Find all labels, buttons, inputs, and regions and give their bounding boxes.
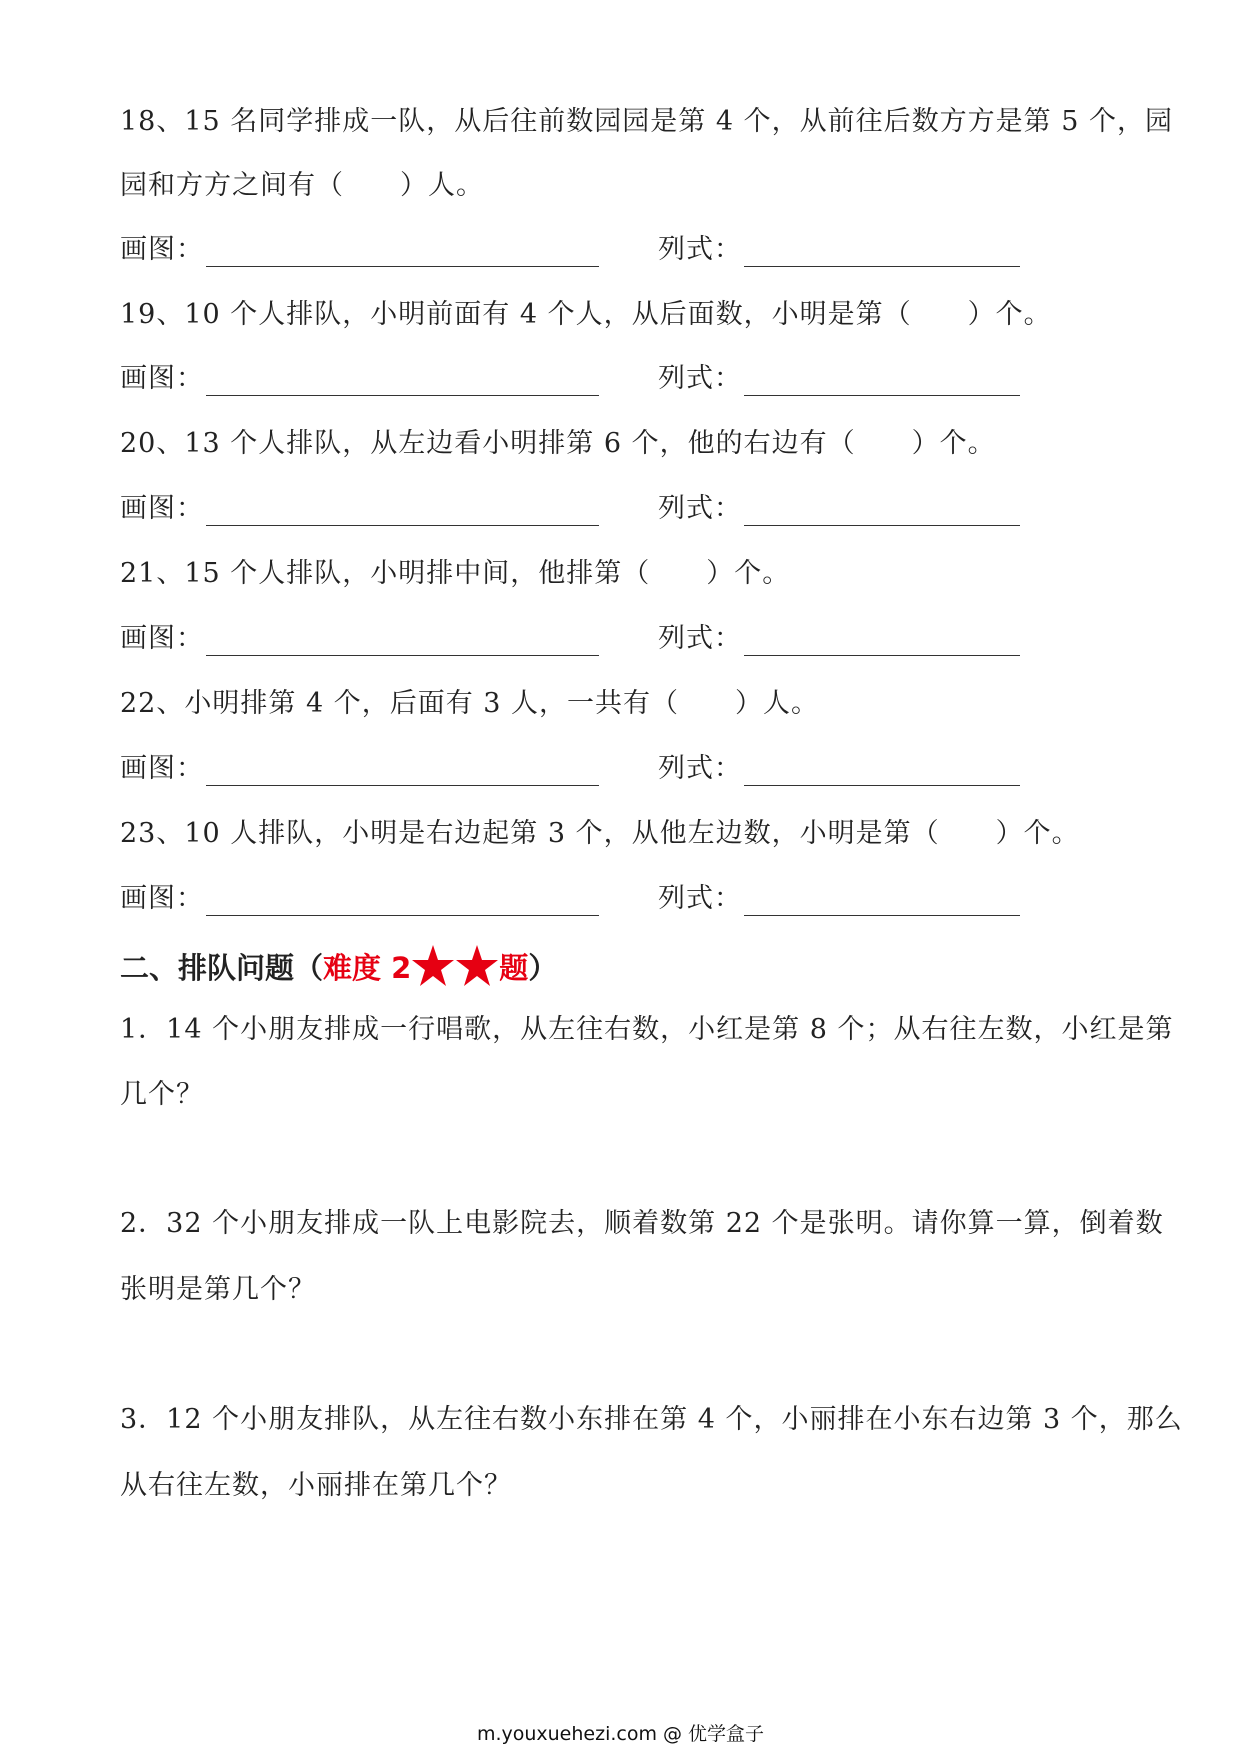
difficulty-label: 难度 2 [323, 951, 412, 985]
draw-label: 画图： [120, 363, 204, 394]
section-title-prefix: 二、排队问题（ [120, 951, 324, 985]
star-icon [411, 944, 455, 988]
formula-label: 列式： [658, 753, 742, 784]
draw-label: 画图： [120, 234, 204, 265]
draw-answer-line[interactable] [206, 395, 599, 396]
question-21-line-1: 21、15 个人排队，小明排中间，他排第（ ）个。 [120, 558, 791, 589]
problem-1-line-1: 1．14 个小朋友排成一行唱歌，从左往右数，小红是第 8 个；从右往左数，小红是第 [120, 1014, 1174, 1045]
draw-label: 画图： [120, 883, 204, 914]
question-18-line-1: 18、15 名同学排成一队，从后往前数园园是第 4 个，从前往后数方方是第 5 个，园 [120, 106, 1173, 137]
footer-watermark: m.youxuehezi.com @ 优学盒子 [476, 1723, 765, 1745]
draw-answer-line[interactable] [206, 525, 599, 526]
question-18-work-row [120, 230, 1120, 270]
formula-answer-line[interactable] [744, 655, 1020, 656]
question-20-work-row [120, 489, 1120, 529]
section-title-suffix: 题 [499, 951, 529, 985]
draw-answer-line[interactable] [206, 655, 599, 656]
section-title-close: ） [528, 951, 558, 985]
formula-answer-line[interactable] [744, 266, 1020, 267]
draw-answer-line[interactable] [206, 266, 599, 267]
section-heading [120, 944, 557, 990]
draw-answer-line[interactable] [206, 915, 599, 916]
formula-answer-line[interactable] [744, 915, 1020, 916]
formula-label: 列式： [658, 234, 742, 265]
problem-3-line-1: 3．12 个小朋友排队，从左往右数小东排在第 4 个，小丽排在小东右边第 3 个，那么 [120, 1404, 1183, 1435]
formula-label: 列式： [658, 493, 742, 524]
question-20-line-1: 20、13 个人排队，从左边看小明排第 6 个，他的右边有（ ）个。 [120, 428, 996, 459]
question-21-work-row [120, 619, 1120, 659]
problem-2-line-1: 2．32 个小朋友排成一队上电影院去，顺着数第 22 个是张明。请你算一算，倒着数 [120, 1208, 1164, 1239]
formula-answer-line[interactable] [744, 785, 1020, 786]
problem-2-line-2: 张明是第几个？ [120, 1274, 316, 1305]
question-19-work-row [120, 359, 1120, 399]
question-23-work-row [120, 879, 1120, 919]
draw-label: 画图： [120, 493, 204, 524]
question-18-line-2: 园和方方之间有（ ）人。 [120, 170, 484, 201]
problem-1-line-2: 几个？ [120, 1079, 204, 1110]
formula-label: 列式： [658, 883, 742, 914]
question-22-work-row [120, 749, 1120, 789]
problem-3-line-2: 从右往左数，小丽排在第几个？ [120, 1470, 512, 1501]
question-22-line-1: 22、小明排第 4 个，后面有 3 人，一共有（ ）人。 [120, 688, 820, 719]
draw-label: 画图： [120, 623, 204, 654]
formula-answer-line[interactable] [744, 395, 1020, 396]
draw-label: 画图： [120, 753, 204, 784]
star-icon [455, 944, 499, 988]
formula-answer-line[interactable] [744, 525, 1020, 526]
question-23-line-1: 23、10 人排队，小明是右边起第 3 个，从他左边数，小明是第（ ）个。 [120, 818, 1080, 849]
formula-label: 列式： [658, 363, 742, 394]
question-19-line-1: 19、10 个人排队，小明前面有 4 个人，从后面数，小明是第（ ）个。 [120, 299, 1052, 330]
formula-label: 列式： [658, 623, 742, 654]
draw-answer-line[interactable] [206, 785, 599, 786]
